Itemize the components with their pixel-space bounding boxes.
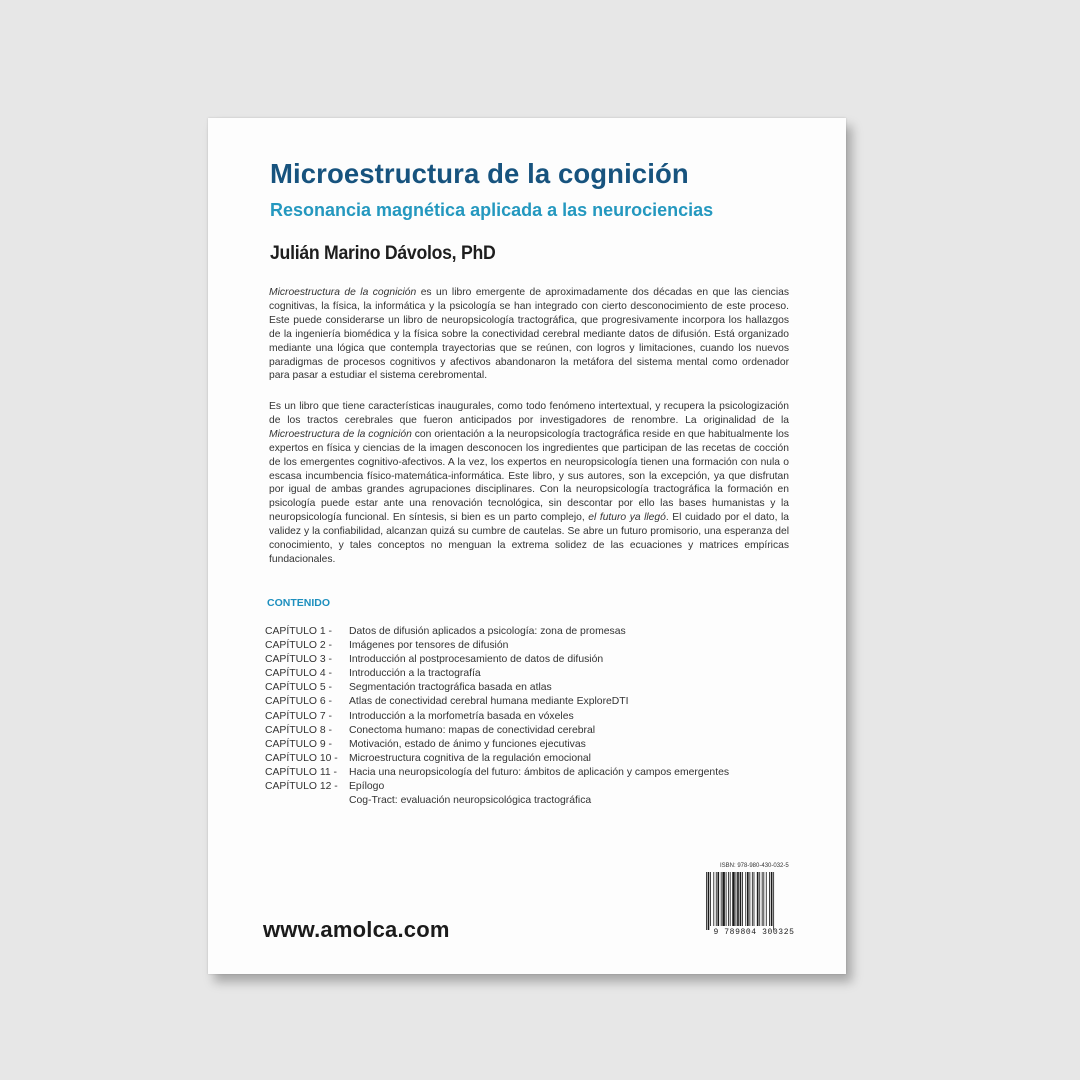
chapter-label: CAPÍTULO 10 - bbox=[265, 752, 338, 764]
italic-phrase: el futuro ya llegó bbox=[588, 512, 666, 524]
barcode-bar bbox=[706, 872, 707, 930]
barcode-bar bbox=[736, 872, 737, 926]
barcode-bar bbox=[716, 872, 717, 926]
publisher-website: www.amolca.com bbox=[263, 917, 450, 942]
chapter-label: CAPÍTULO 8 - bbox=[265, 724, 332, 736]
chapter-label: CAPÍTULO 1 - bbox=[265, 626, 332, 637]
barcode-bar bbox=[740, 872, 742, 926]
barcode-bar bbox=[773, 872, 774, 930]
chapter-label: CAPÍTULO 3 - bbox=[265, 654, 332, 666]
toc-item bbox=[265, 667, 729, 681]
barcode-bar bbox=[730, 872, 731, 926]
paragraph-text: con orientación a la neuropsicología tractográfica reside en que habitualmente los expertos en física y ciencias de la imagen desconocen los ingredientes que participan de las recetas de cocción de los emergentes cognitivo-afectivos. A la vez, los expertos en neuropsicología tienen una formación con nula o escasa incumbencia físico-matemática-informática. Este libro, y sus autores, son la excepción, ya que disfrutan por igual de ambas grandes agrupaciones disciplinares. Con la neuropsicología tractográfica la formación en psicología puede estar ante una renovación tecnológica, sin descontar por ello las bases humanistas y la neuropsicología funcional. En síntesis, si bien es un parto complejo, bbox=[269, 428, 789, 524]
barcode-bar bbox=[728, 872, 729, 926]
barcode-bar bbox=[752, 872, 753, 926]
chapter-title: Microestructura cognitiva de la regulación emocional bbox=[349, 752, 591, 764]
description-paragraph-1 bbox=[269, 286, 789, 383]
paragraph-text: . El cuidado por el dato, la validez y la confiabilidad, alcanzan quizá su cumbre de cautelas. Se abre un futuro promisorio, una esperanza del conocimiento, y tales conceptos no menguan la extrema solidez de las ecuaciones y matrices empíricas fundacionales. bbox=[269, 512, 789, 565]
barcode-bar bbox=[745, 872, 746, 926]
chapter-title: Datos de difusión aplicados a psicología: zona de promesas bbox=[349, 626, 626, 637]
toc-item bbox=[265, 710, 729, 724]
chapter-title: Imágenes por tensores de difusión bbox=[349, 640, 509, 652]
toc-item bbox=[265, 653, 729, 667]
chapter-label: CAPÍTULO 5 - bbox=[265, 682, 332, 694]
chapter-title: Introducción al postprocesamiento de datos de difusión bbox=[349, 654, 604, 666]
barcode-bar bbox=[757, 872, 759, 926]
barcode-bar bbox=[717, 872, 719, 926]
barcode-bar bbox=[721, 872, 722, 926]
chapter-label: CAPÍTULO 9 - bbox=[265, 738, 332, 750]
chapter-label: CAPÍTULO 11 - bbox=[265, 766, 337, 778]
chapter-label: CAPÍTULO 4 - bbox=[265, 668, 332, 680]
toc-item bbox=[265, 625, 729, 639]
barcode-bar bbox=[762, 872, 763, 926]
barcode-bar bbox=[710, 872, 711, 926]
chapter-title: Atlas de conectividad cerebral humana mediante ExploreDTI bbox=[349, 696, 629, 708]
chapter-label: CAPÍTULO 6 - bbox=[265, 696, 332, 708]
chapter-title: Motivación, estado de ánimo y funciones ejecutivas bbox=[349, 738, 586, 750]
barcode-bar bbox=[749, 872, 750, 926]
barcode-bar bbox=[771, 872, 773, 926]
barcode-bar bbox=[737, 872, 739, 926]
table-of-contents bbox=[265, 625, 729, 808]
barcode-bar bbox=[763, 872, 764, 926]
italic-title-reference: Microestructura de la cognición bbox=[269, 428, 412, 440]
italic-title-reference: Microestructura de la cognición bbox=[269, 287, 417, 298]
chapter-title: Epílogo bbox=[349, 781, 385, 793]
paragraph-text: Es un libro que tiene características inaugurales, como todo fenómeno intertextual, y recupera la psicologización de los tractos cerebrales que fueron anticipados por investigadores de renombre. La originalidad de la bbox=[269, 401, 789, 426]
barcode-bar bbox=[747, 872, 749, 926]
barcode-bar bbox=[726, 872, 727, 926]
toc-item bbox=[265, 639, 729, 653]
barcode-bar bbox=[708, 872, 710, 930]
barcode-bar bbox=[713, 872, 714, 926]
chapter-label: CAPÍTULO 7 - bbox=[265, 710, 332, 722]
chapter-title: Segmentación tractográfica basada en atlas bbox=[349, 682, 552, 694]
barcode-digits: 9 789804 300325 bbox=[713, 928, 795, 937]
toc-appendix: Cog-Tract: evaluación neuropsicológica tractográfica bbox=[349, 795, 592, 807]
barcode-bar bbox=[732, 872, 734, 926]
toc-item bbox=[265, 780, 729, 794]
chapter-label: CAPÍTULO 2 - bbox=[265, 640, 332, 652]
isbn-label: ISBN: 978-980-430-032-5 bbox=[720, 863, 789, 869]
book-back-cover bbox=[208, 118, 846, 974]
book-subtitle: Resonancia magnética aplicada a las neurociencias bbox=[270, 200, 714, 220]
barcode-bar bbox=[742, 872, 743, 926]
barcode-bar bbox=[759, 872, 760, 926]
barcode-bar bbox=[769, 872, 770, 926]
description-paragraph-2 bbox=[269, 400, 789, 567]
toc-item bbox=[265, 738, 729, 752]
chapter-title: Introducción a la tractografía bbox=[349, 668, 481, 680]
barcode-bar bbox=[754, 872, 755, 926]
toc-item bbox=[265, 766, 729, 780]
barcode-bar bbox=[722, 872, 724, 926]
toc-item bbox=[265, 724, 729, 738]
chapter-title: Hacia una neuropsicología del futuro: ámbitos de aplicación y campos emergentes bbox=[349, 766, 730, 778]
book-author: Julián Marino Dávolos, PhD bbox=[270, 243, 496, 264]
paragraph-text: es un libro emergente de aproximadamente dos décadas en que las ciencias cognitivas, la física, la informática y la psicología se han integrado con cierto desconocimiento de este proceso. Este puede considerarse un libro de neuropsicología tractográfica, que progresivamente incorpora los hallazgos de la ingeniería biomédica y la física sobre la conectividad cerebral mediante datos de difusión. Está organizado mediante una lógica que contempla trayectorias que se reúnen, con logros y limitaciones, cuando los nuevos paradigmas de procesos cognitivos y afectivos abandonaron la metáfora del sistema mental como ordenador para pasar a estudiar el sistema cerebromental. bbox=[269, 287, 789, 382]
toc-item bbox=[265, 752, 729, 766]
chapter-title: Introducción a la morfometría basada en vóxeles bbox=[349, 710, 574, 722]
book-title: Microestructura de la cognición bbox=[270, 158, 689, 189]
toc-item bbox=[265, 695, 729, 709]
contents-heading: CONTENIDO bbox=[267, 597, 330, 609]
chapter-title: Conectoma humano: mapas de conectividad cerebral bbox=[349, 724, 596, 736]
toc-item bbox=[265, 681, 729, 695]
barcode-image bbox=[704, 872, 804, 930]
barcode-bar bbox=[766, 872, 767, 926]
chapter-label: CAPÍTULO 12 - bbox=[265, 781, 338, 793]
